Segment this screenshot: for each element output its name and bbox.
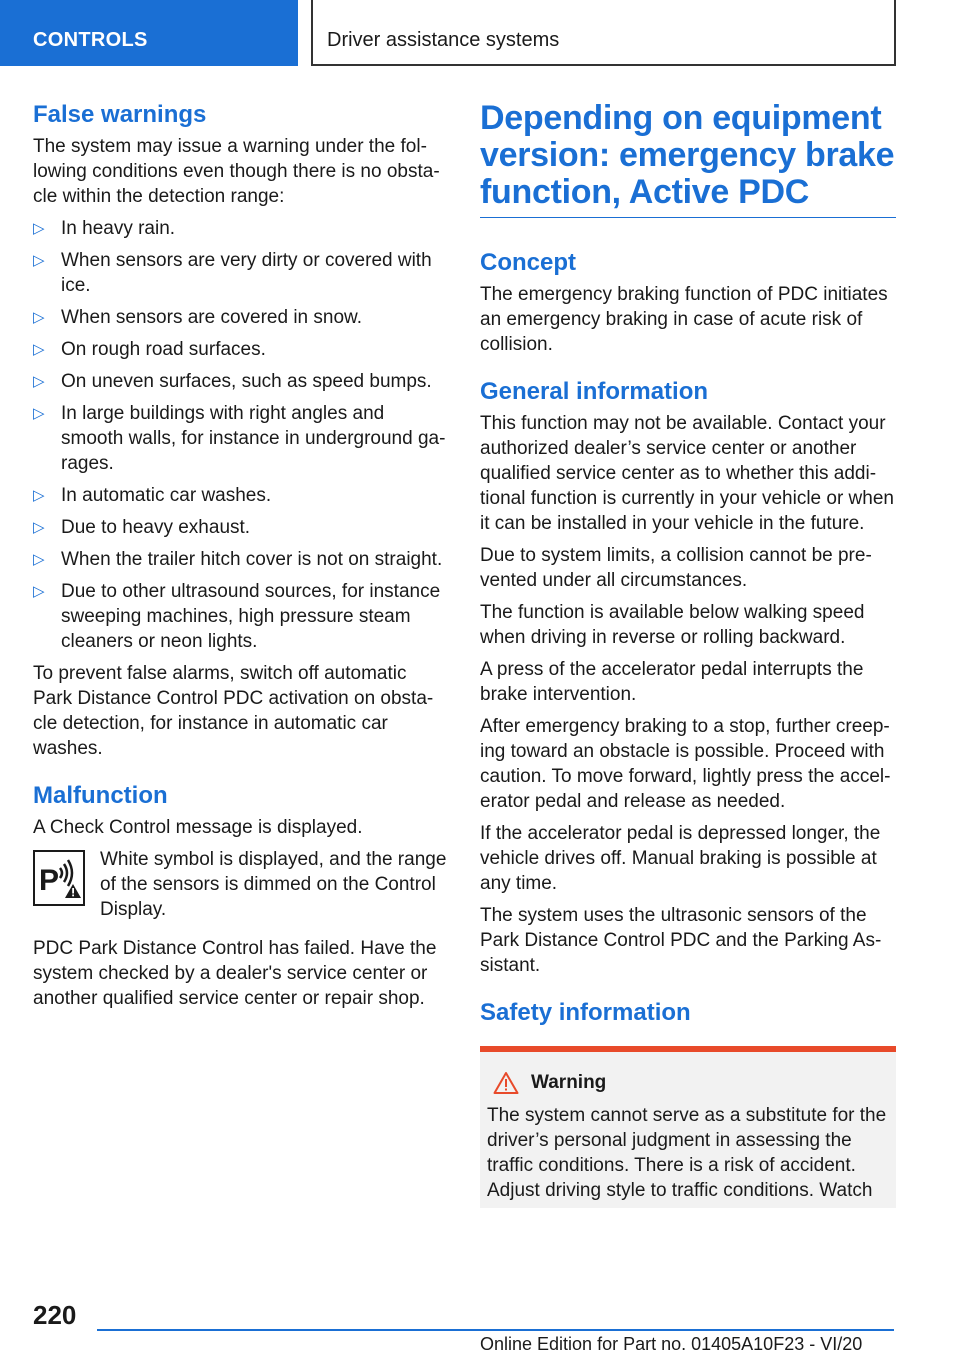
list-item: ▷ Due to heavy exhaust. [33,517,251,538]
false-warnings-list [33,216,449,654]
list-item: ▷ Due to other ultrasound sources, for instance sweeping machines, high pressure steam cleaners or neon lights. [33,581,441,652]
general-paragraph: A press of the accelerator pedal interrupts the brake intervention. [480,659,864,705]
warning-label: Warning [531,1072,607,1093]
triangle-bullet-icon: ▷ [33,252,45,269]
edition-text: Online Edition for Part no. 01405A10F23 - VI/20 [480,1334,863,1354]
section-label: CONTROLS [33,29,148,51]
malfunction-heading: Malfunction [33,782,168,809]
triangle-bullet-icon: ▷ [33,405,45,422]
warning-triangle-icon [493,1071,519,1095]
warning-title [493,1070,889,1095]
general-paragraph: Due to system limits, a collision cannot be pre-vented under all circumstances. [480,545,872,591]
section-tab [0,0,298,66]
warning-box [480,1046,896,1208]
general-info-heading: General information [480,378,709,405]
left-column [33,100,449,1018]
list-item: ▷ When sensors are covered in snow. [33,307,362,328]
false-warnings-intro: The system may issue a warning under the fol-lowing conditions even though there is no obsta-cle within the detection range: [33,136,440,207]
concept-heading: Concept [480,249,576,276]
false-warnings-heading: False warnings [33,101,207,128]
chapter-title: Driver assistance systems [327,29,560,51]
safety-heading: Safety information [480,999,691,1026]
pdc-malfunction-icon [33,850,85,906]
triangle-bullet-icon: ▷ [33,341,45,358]
list-item: ▷ In heavy rain. [33,218,176,239]
footer-divider [97,1329,894,1331]
general-paragraph: The system uses the ultrasonic sensors of the Park Distance Control PDC and the Parking As-sistant. [480,905,882,976]
main-heading: Depending on equipment version: emergency brake function, Active PDC [480,100,896,218]
symbol-description: White symbol is displayed, and the range of the sensors is dimmed on the Control Display. [100,849,447,920]
triangle-bullet-icon: ▷ [33,220,45,237]
right-column [480,100,896,1208]
list-item: ▷ In automatic car washes. [33,485,272,506]
chapter-title-box [311,0,896,66]
general-paragraph: The function is available below walking speed when driving in reverse or rolling backward. [480,602,865,648]
list-item: ▷ On uneven surfaces, such as speed bumps. [33,371,432,392]
triangle-bullet-icon: ▷ [33,583,45,600]
triangle-bullet-icon: ▷ [33,373,45,390]
list-item: ▷ When sensors are very dirty or covered with ice. [33,250,432,296]
triangle-bullet-icon: ▷ [33,551,45,568]
page-number: 220 [33,1300,77,1330]
false-warnings-outro: To prevent false alarms, switch off automatic Park Distance Control PDC activation on obsta-cle detection, for instance in automatic car washes. [33,663,434,759]
triangle-bullet-icon: ▷ [33,487,45,504]
malfunction-text: A Check Control message is displayed. [33,817,363,838]
svg-text:P: P [39,864,60,897]
triangle-bullet-icon: ▷ [33,309,45,326]
general-paragraph: This function may not be available. Contact your authorized dealer’s service center or another qualified service center as to whether this addi-tional function is currently in your vehicle or when it can be installed in your vehicle in the future. [480,413,894,534]
concept-text: The emergency braking function of PDC initiates an emergency braking in case of acute risk of collision. [480,284,888,355]
triangle-bullet-icon: ▷ [33,519,45,536]
list-item: ▷ When the trailer hitch cover is not on straight. [33,549,443,570]
general-paragraph: After emergency braking to a stop, further creep-ing toward an obstacle is possible. Proceed with caution. To move forward, lightly press the accel-erator pedal and release as needed. [480,716,891,812]
malfunction-detail: PDC Park Distance Control has failed. Have the system checked by a dealer's service center or another qualified service center or repair shop. [33,938,437,1009]
list-item: ▷ On rough road surfaces. [33,339,266,360]
warning-text: The system cannot serve as a substitute for the driver’s personal judgment in assessing the traffic conditions. There is a risk of accident. Adjust driving style to traffic conditions. Watch [487,1105,887,1201]
list-item: ▷ In large buildings with right angles and smooth walls, for instance in underground ga-rages. [33,403,446,474]
general-paragraph: If the accelerator pedal is depressed longer, the vehicle drives off. Manual braking is possible at any time. [480,823,881,894]
page-header [0,0,960,66]
malfunction-symbol-row [33,847,449,922]
